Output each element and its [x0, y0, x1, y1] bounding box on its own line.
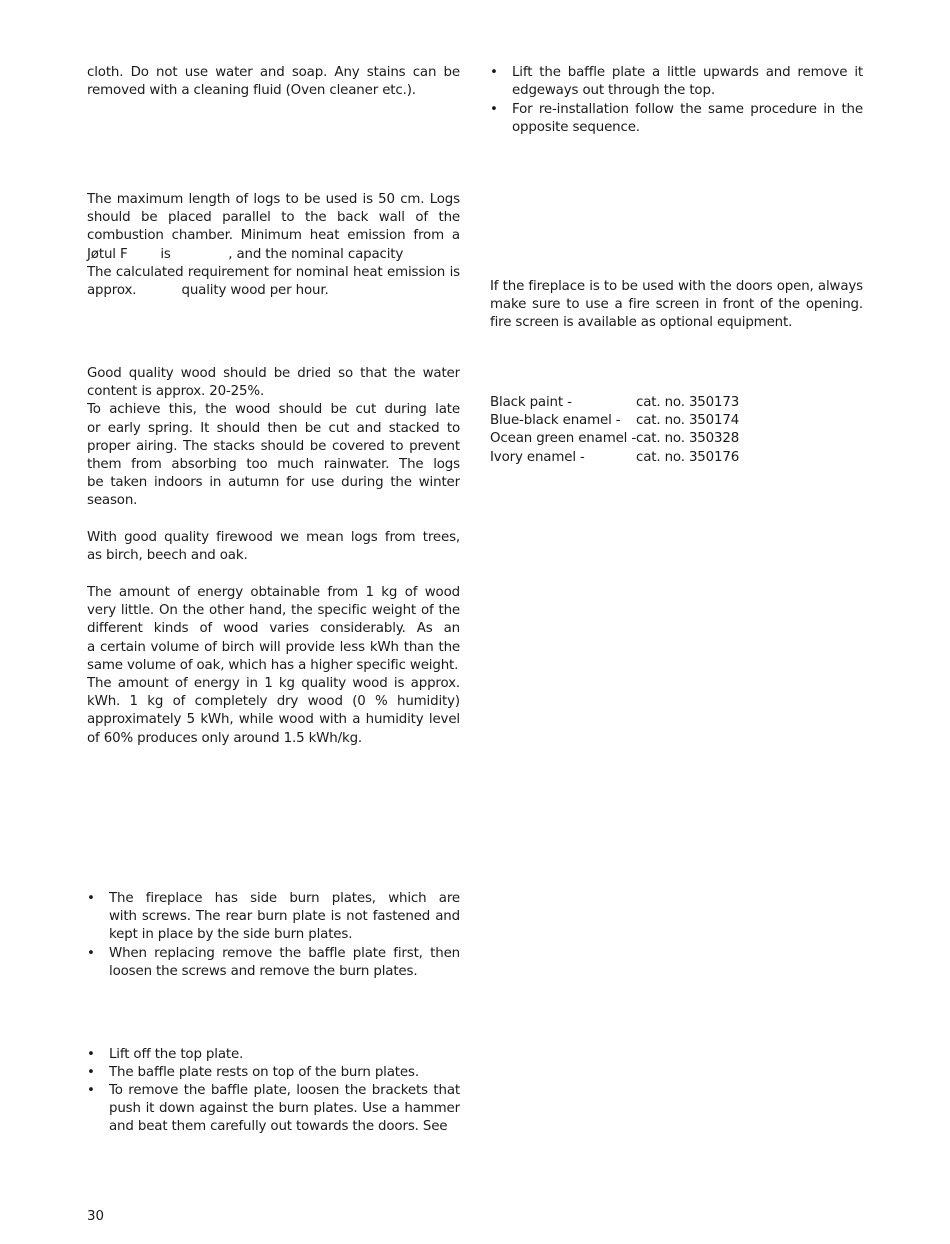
bullet-glyph: • [490, 102, 498, 117]
bullet-glyph: • [87, 1047, 95, 1062]
text-line: For re-installation follow the same procedure in the [512, 102, 863, 117]
bullet-glyph: • [87, 1083, 95, 1098]
text-line: The calculated requirement for nominal heat emission is [87, 264, 460, 280]
catalog-list [490, 394, 863, 467]
bullet-item [87, 1046, 460, 1064]
text-line: a certain volume of birch will provide less kWh than the [87, 639, 460, 655]
text-line: If the fireplace is to be used with the doors open, always [490, 279, 863, 294]
text-line: season. [87, 493, 138, 509]
text-line: them from absorbing too much rainwater. The logs [87, 456, 460, 472]
bullet-glyph: • [87, 891, 95, 906]
text-line: with screws. The rear burn plate is not fastened and [109, 909, 460, 925]
text-line: The baffle plate rests on top of the burn plates. [109, 1065, 419, 1080]
bullet-glyph: • [87, 1065, 95, 1080]
catalog-number: cat. no. 350173 [636, 395, 740, 410]
text-line: To remove the baffle plate, loosen the brackets that [109, 1083, 460, 1098]
cleaning-paragraph [87, 64, 460, 100]
catalog-name: Blue-black enamel - [490, 413, 621, 429]
text-line: very little. On the other hand, the specific weight of the [87, 603, 460, 619]
text-line: different kinds of wood varies considerably. As an [87, 621, 460, 637]
text-line: of 60% produces only around 1.5 kWh/kg. [87, 730, 363, 746]
bullet-item [490, 101, 863, 137]
text-line: The amount of energy obtainable from 1 kg of wood [87, 585, 460, 600]
text-line: opposite sequence. [512, 120, 640, 136]
text-line: Lift the baffle plate a little upwards and remove it [512, 65, 863, 80]
text-line: removed with a cleaning fluid (Oven cleaner etc.). [87, 83, 416, 99]
catalog-number: cat. no. 350176 [636, 449, 740, 465]
catalog-name: Ivory enamel - [490, 449, 585, 465]
text-line: kWh. 1 kg of completely dry wood (0 % humidity) [87, 694, 460, 710]
text-line: Jøtul F is , and the nominal capacity [87, 246, 404, 262]
bullet-item [490, 64, 863, 100]
bullet-glyph: • [87, 946, 95, 961]
drying-paragraph [87, 365, 460, 511]
page-number: 30 [87, 1209, 105, 1224]
text-line: Lift off the top plate. [109, 1047, 244, 1062]
text-line: cloth. Do not use water and soap. Any stains can be [87, 65, 460, 80]
text-line: To achieve this, the wood should be cut during late [87, 402, 460, 418]
text-line: The maximum length of logs to be used is 50 cm. Logs [87, 192, 460, 207]
text-line: proper airing. The stacks should be covered to prevent [87, 438, 460, 454]
bullet-item [87, 1082, 460, 1137]
text-line: loosen the screws and remove the burn plates. [109, 964, 418, 980]
bullet-item [87, 1064, 460, 1082]
text-line: kept in place by the side burn plates. [109, 927, 353, 943]
energy-paragraph [87, 584, 460, 748]
catalog-row [490, 449, 863, 467]
catalog-row [490, 430, 863, 448]
catalog-row [490, 412, 863, 430]
text-line: or early spring. It should then be cut and stacked to [87, 420, 460, 436]
catalog-row [490, 394, 863, 412]
catalog-name: Ocean green enamel - [490, 431, 637, 447]
text-line: When replacing remove the baffle plate first, then [109, 946, 460, 961]
text-line: edgeways out through the top. [512, 83, 715, 99]
text-line: fire screen is available as optional equipment. [490, 315, 793, 331]
text-line: should be placed parallel to the back wall of the [87, 210, 460, 226]
text-line: Good quality wood should be dried so that the water [87, 366, 460, 381]
text-line: combustion chamber. Minimum heat emission from a [87, 228, 460, 244]
firewood-paragraph [87, 529, 460, 565]
text-line: The fireplace has side burn plates, which are [109, 891, 460, 906]
text-line: as birch, beech and oak. [87, 548, 248, 564]
bullet-item [87, 890, 460, 945]
text-line: The amount of energy in 1 kg quality wood is approx. [87, 675, 460, 691]
catalog-number: cat. no. 350174 [636, 413, 740, 429]
fire-screen-paragraph [490, 278, 863, 333]
text-line: be taken indoors in autumn for use during the winter [87, 475, 460, 491]
text-line: push it down against the burn plates. Use a hammer [109, 1101, 460, 1117]
logs-paragraph [87, 191, 460, 300]
text-line: same volume of oak, which has a higher specific weight. [87, 657, 459, 673]
text-line: content is approx. 20-25%. [87, 384, 265, 400]
text-line: make sure to use a fire screen in front of the opening. [490, 297, 863, 313]
text-line: approx. quality wood per hour. [87, 282, 329, 298]
text-line: approximately 5 kWh, while wood with a humidity level [87, 712, 460, 728]
catalog-name: Black paint - [490, 395, 572, 410]
catalog-number: cat. no. 350328 [636, 431, 740, 447]
bullet-glyph: • [490, 65, 498, 80]
bullet-item [87, 945, 460, 981]
text-line: and beat them carefully out towards the doors. See [109, 1119, 448, 1135]
text-line: With good quality firewood we mean logs from trees, [87, 530, 460, 545]
